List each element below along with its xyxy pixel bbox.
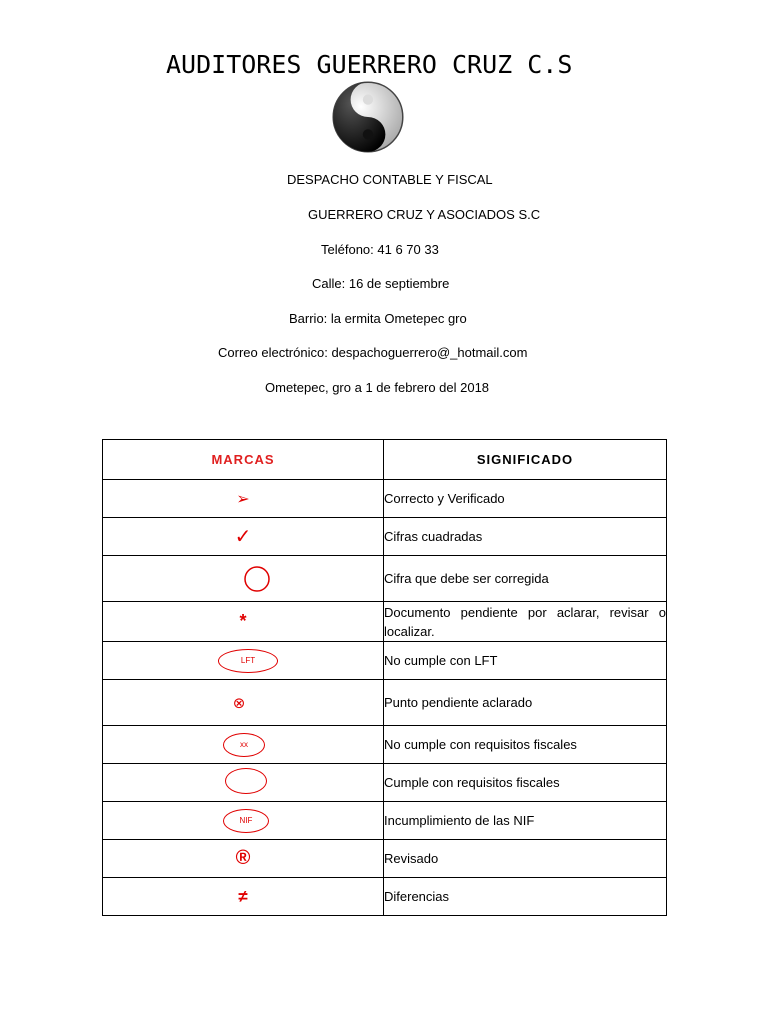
firm-name: GUERRERO CRUZ Y ASOCIADOS S.C [308, 207, 541, 222]
empty-ellipse-icon [225, 768, 267, 794]
ellipse-nif-icon: NIF [223, 809, 269, 833]
meaning-cell: Incumplimiento de las NIF [384, 802, 667, 840]
mark-cell [103, 642, 384, 680]
registered-icon: ® [235, 847, 251, 869]
table-row [103, 726, 667, 764]
header-meaning: SIGNIFICADO [384, 440, 667, 480]
meaning-cell: Revisado [384, 840, 667, 878]
email-line: Correo electrónico: despachoguerrero@_hotmail.com [218, 345, 528, 360]
table-row [103, 556, 667, 602]
mark-cell [103, 726, 384, 764]
table-row [103, 764, 667, 802]
mark-cell [103, 602, 384, 642]
mark-cell [103, 840, 384, 878]
table-row [103, 878, 667, 916]
mark-cell [103, 556, 384, 602]
asterisk-icon: * [239, 611, 247, 631]
business-type: DESPACHO CONTABLE Y FISCAL [287, 172, 493, 187]
audit-marks-table [102, 439, 667, 916]
meaning-cell: Cifra que debe ser corregida [384, 556, 667, 602]
circled-times-icon: ⊗ [232, 694, 246, 712]
date-line: Ometepec, gro a 1 de febrero del 2018 [265, 380, 490, 395]
street-line: Calle: 16 de septiembre [312, 276, 450, 291]
meaning-cell: Cumple con requisitos fiscales [384, 764, 667, 802]
ellipse-lft-icon: LFT [218, 649, 278, 673]
table-row [103, 680, 667, 726]
meaning-cell: No cumple con LFT [384, 642, 667, 680]
company-title: AUDITORES GUERRERO CRUZ C.S [166, 50, 573, 79]
checkmark-icon: ✓ [234, 526, 252, 548]
circle-icon [242, 564, 272, 594]
mark-cell [103, 680, 384, 726]
mark-cell [103, 480, 384, 518]
not-equal-icon: ≠ [238, 886, 248, 906]
table-row [103, 518, 667, 556]
meaning-cell: Cifras cuadradas [384, 518, 667, 556]
table-row [103, 802, 667, 840]
mark-cell [103, 518, 384, 556]
mark-cell [103, 878, 384, 916]
table-row [103, 840, 667, 878]
header-marks: MARCAS [103, 440, 384, 480]
table-row [103, 480, 667, 518]
mark-cell [103, 764, 384, 802]
meaning-cell: Correcto y Verificado [384, 480, 667, 518]
table-row [103, 642, 667, 680]
yin-yang-icon [331, 80, 405, 154]
arrow-pointer-icon: ➢ [236, 490, 250, 508]
table-header-row [103, 440, 667, 480]
district-line: Barrio: la ermita Ometepec gro [289, 311, 467, 326]
ellipse-xx-icon: xx [223, 733, 265, 757]
meaning-cell: Documento pendiente por aclarar, revisar o localizar. [384, 602, 667, 642]
meaning-cell: Diferencias [384, 878, 667, 916]
phone-line: Teléfono: 41 6 70 33 [321, 242, 439, 257]
meaning-cell: No cumple con requisitos fiscales [384, 726, 667, 764]
mark-cell [103, 802, 384, 840]
table-row [103, 602, 667, 642]
meaning-cell: Punto pendiente aclarado [384, 680, 667, 726]
